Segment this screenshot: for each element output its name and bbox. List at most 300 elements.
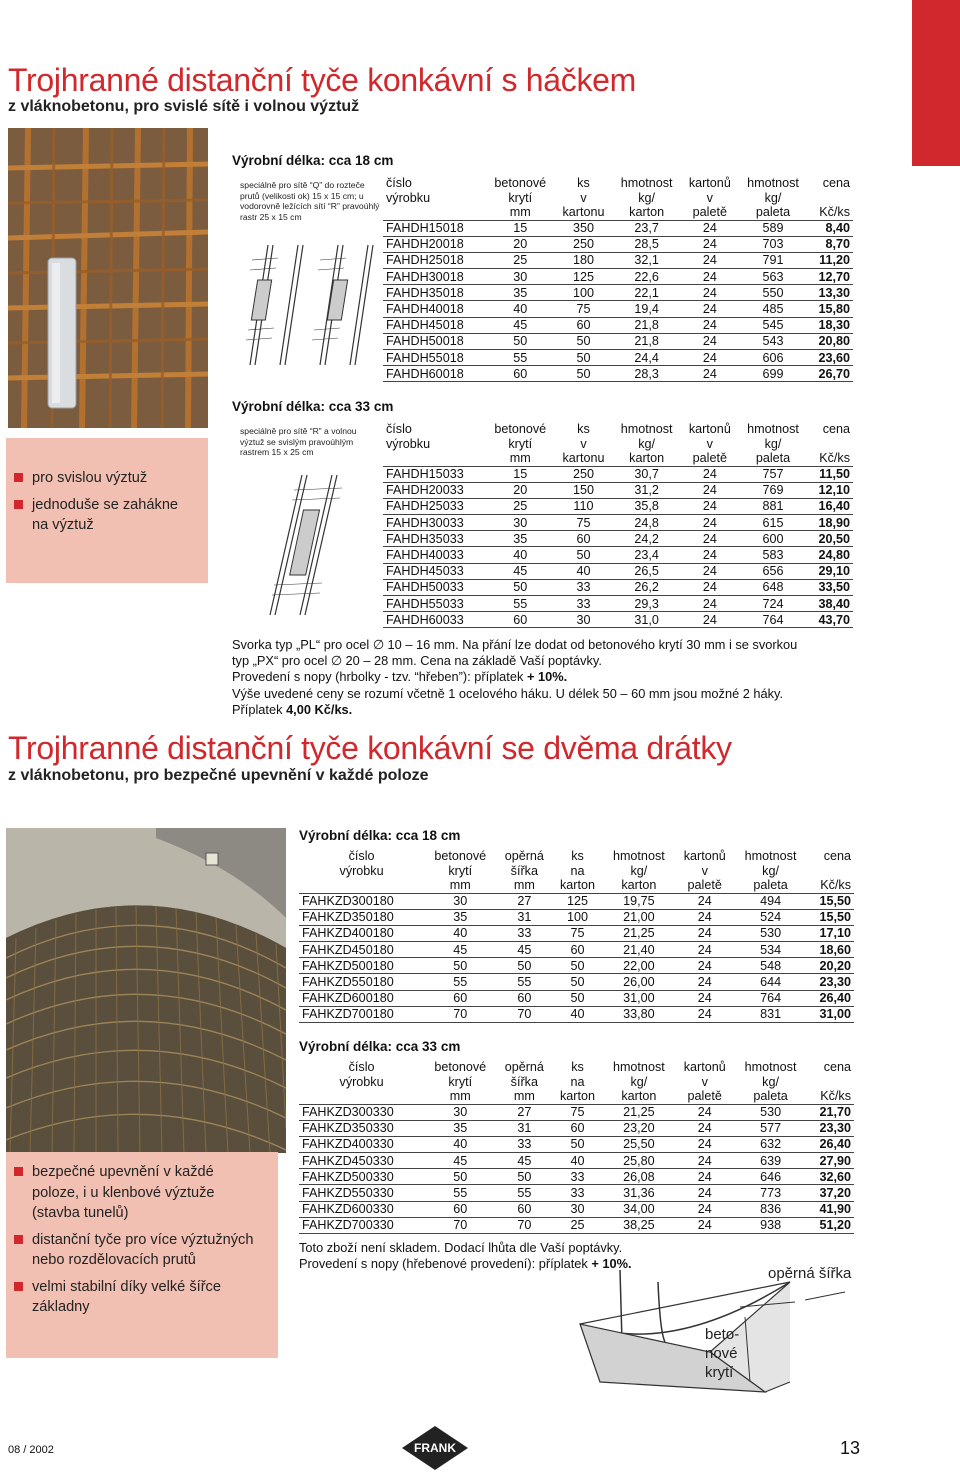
value-cell: 26,5 (612, 563, 681, 579)
value-cell: 31,00 (603, 990, 675, 1006)
label-cover-1: beto- (705, 1326, 740, 1343)
value-cell: 350 (555, 220, 612, 236)
value-cell: 644 (734, 974, 806, 990)
price-cell: 21,70 (807, 1104, 854, 1120)
value-cell: 33,80 (603, 1006, 675, 1022)
value-cell: 648 (738, 579, 807, 595)
product-code-cell: FAHDH35033 (383, 531, 486, 547)
product-code-cell: FAHDH45033 (383, 563, 486, 579)
value-cell: 583 (738, 547, 807, 563)
value-cell: 75 (555, 515, 612, 531)
value-cell: 15 (486, 466, 555, 482)
value-cell: 577 (734, 1120, 806, 1136)
product-code-cell: FAHKZD500180 (299, 958, 424, 974)
logo-text: FRANK (414, 1441, 456, 1455)
price-cell: 12,70 (808, 269, 853, 285)
value-cell: 20 (486, 482, 555, 498)
value-cell: 757 (738, 466, 807, 482)
s1-note-line5: Příplatek 4,00 Kč/ks. (232, 702, 353, 717)
value-cell: 21,25 (603, 925, 675, 941)
value-cell: 30 (424, 1104, 496, 1120)
col-header-pcs: ks v kartonu (562, 422, 605, 465)
value-cell: 836 (734, 1201, 806, 1217)
price-cell: 15,80 (808, 301, 853, 317)
col-header-weight-pallet: hmotnost kg/ paleta (744, 1060, 797, 1103)
table-row (299, 1153, 854, 1169)
value-cell: 38,25 (603, 1217, 675, 1233)
product-code-cell: FAHDH15018 (383, 220, 486, 236)
value-cell: 24 (675, 942, 735, 958)
product-code-cell: FAHDH25018 (383, 252, 486, 268)
value-cell: 50 (552, 990, 602, 1006)
table-row (383, 317, 853, 333)
col-header-boxes: kartonů v paletě (688, 176, 731, 219)
col-header-code: číslo výrobku (386, 176, 431, 205)
price-cell: 15,50 (807, 909, 854, 925)
value-cell: 24 (681, 236, 738, 252)
price-cell: 18,90 (808, 515, 853, 531)
col-header-weight-pallet: hmotnost kg/ paleta (747, 176, 799, 219)
product-code-cell: FAHDH20018 (383, 236, 486, 252)
value-cell: 20 (486, 236, 555, 252)
table-row (299, 990, 854, 1006)
value-cell: 60 (552, 942, 602, 958)
table-header-row (383, 176, 853, 220)
value-cell: 30 (555, 612, 612, 628)
col-header-cover: betonové krytí mm (434, 849, 487, 892)
value-cell: 30 (424, 893, 496, 909)
product-code-cell: FAHKZD400330 (299, 1136, 424, 1152)
table-row (299, 909, 854, 925)
price-cell: 20,80 (808, 333, 853, 349)
value-cell: 646 (734, 1169, 806, 1185)
value-cell: 25,80 (603, 1153, 675, 1169)
value-cell: 22,6 (612, 269, 681, 285)
price-cell: 17,10 (807, 925, 854, 941)
value-cell: 639 (734, 1153, 806, 1169)
s2-table33-label: Výrobní délka: cca 33 cm (299, 1039, 461, 1054)
value-cell: 548 (734, 958, 806, 974)
table-header-row (383, 422, 853, 466)
product-code-cell: FAHKZD350330 (299, 1120, 424, 1136)
value-cell: 45 (424, 942, 496, 958)
value-cell: 24 (675, 958, 735, 974)
value-cell: 60 (486, 612, 555, 628)
bullet-square-icon (14, 1167, 23, 1176)
price-cell: 43,70 (808, 612, 853, 628)
value-cell: 550 (738, 285, 807, 301)
value-cell: 40 (552, 1153, 602, 1169)
s1-table33-note: speciálně pro sítě “R” a volnou výztuž se svislým pravoúhlým rastrem 15 x 25 cm (240, 426, 357, 457)
value-cell: 19,75 (603, 893, 675, 909)
value-cell: 125 (555, 269, 612, 285)
feature-item: jednoduše se zahákne na výztuž (6, 495, 186, 536)
value-cell: 31,0 (612, 612, 681, 628)
frank-logo (400, 1424, 470, 1472)
value-cell: 23,20 (603, 1120, 675, 1136)
product-code-cell: FAHDH25033 (383, 498, 486, 514)
product-code-cell: FAHDH55018 (383, 350, 486, 366)
price-cell: 20,20 (807, 958, 854, 974)
feature-item: pro svislou výztuž (6, 468, 208, 489)
bullet-square-icon (14, 500, 23, 509)
price-cell: 15,50 (807, 893, 854, 909)
value-cell: 24 (681, 482, 738, 498)
table-header-row (299, 849, 854, 893)
value-cell: 40 (424, 1136, 496, 1152)
value-cell: 24 (675, 1185, 735, 1201)
value-cell: 35,8 (612, 498, 681, 514)
product-code-cell: FAHDH20033 (383, 482, 486, 498)
value-cell: 60 (496, 990, 552, 1006)
bullet-square-icon (14, 1282, 23, 1291)
value-cell: 24 (675, 974, 735, 990)
value-cell: 50 (552, 1136, 602, 1152)
value-cell: 24,8 (612, 515, 681, 531)
table-row (299, 1120, 854, 1136)
value-cell: 100 (555, 285, 612, 301)
value-cell: 24 (681, 317, 738, 333)
value-cell: 25 (486, 252, 555, 268)
table-row (299, 1185, 854, 1201)
value-cell: 30 (486, 269, 555, 285)
col-header-weight-box: hmotnost kg/ karton (620, 422, 673, 465)
label-cover-3: krytí (705, 1364, 734, 1381)
value-cell: 45 (496, 942, 552, 958)
col-header-weight-pallet: hmotnost kg/ paleta (747, 422, 799, 465)
product-code-cell: FAHKZD450180 (299, 942, 424, 958)
value-cell: 250 (555, 236, 612, 252)
value-cell: 534 (734, 942, 806, 958)
price-cell: 37,20 (807, 1185, 854, 1201)
price-cell: 16,40 (808, 498, 853, 514)
value-cell: 831 (734, 1006, 806, 1022)
s1-note-line1: Svorka typ „PL“ pro ocel ∅ 10 – 16 mm. Na přání lze dodat od betonového krytí 30 mm i se svorkou (232, 637, 798, 652)
value-cell: 764 (738, 612, 807, 628)
value-cell: 34,00 (603, 1201, 675, 1217)
value-cell: 27 (496, 1104, 552, 1120)
value-cell: 31,36 (603, 1185, 675, 1201)
value-cell: 24 (675, 925, 735, 941)
price-cell: 8,70 (808, 236, 853, 252)
price-cell: 11,50 (808, 466, 853, 482)
value-cell: 656 (738, 563, 807, 579)
product-code-cell: FAHKZD600330 (299, 1201, 424, 1217)
value-cell: 543 (738, 333, 807, 349)
value-cell: 24 (675, 1136, 735, 1152)
price-cell: 18,60 (807, 942, 854, 958)
table-row (299, 1217, 854, 1233)
col-header-width: opěrná šířka mm (504, 849, 544, 892)
product-code-cell: FAHKZD700330 (299, 1217, 424, 1233)
value-cell: 55 (496, 974, 552, 990)
value-cell: 28,5 (612, 236, 681, 252)
value-cell: 24 (681, 515, 738, 531)
price-cell: 12,10 (808, 482, 853, 498)
section1-subtitle: z vláknobetonu, pro svislé sítě i volnou výztuž (8, 98, 360, 115)
value-cell: 35 (424, 909, 496, 925)
price-cell: 24,80 (808, 547, 853, 563)
value-cell: 45 (486, 563, 555, 579)
value-cell: 40 (552, 1006, 602, 1022)
value-cell: 703 (738, 236, 807, 252)
page-number: 13 (840, 1438, 861, 1458)
value-cell: 50 (486, 333, 555, 349)
value-cell: 60 (555, 317, 612, 333)
value-cell: 25,50 (603, 1136, 675, 1152)
table-row (383, 333, 853, 349)
col-header-price: cena Kč/ks (820, 1060, 851, 1103)
table-row (383, 579, 853, 595)
product-code-cell: FAHDH60018 (383, 366, 486, 382)
col-header-cover: betonové krytí mm (494, 176, 547, 219)
value-cell: 600 (738, 531, 807, 547)
price-cell: 31,00 (807, 1006, 854, 1022)
price-cell: 26,70 (808, 366, 853, 382)
value-cell: 21,8 (612, 317, 681, 333)
s1-table18 (383, 176, 853, 382)
col-header-boxes: kartonů v paletě (683, 1060, 726, 1103)
value-cell: 615 (738, 515, 807, 531)
value-cell: 24 (675, 1153, 735, 1169)
value-cell: 25 (486, 498, 555, 514)
col-header-pcs: ks v kartonu (562, 176, 605, 219)
bullet-square-icon (14, 1235, 23, 1244)
value-cell: 50 (424, 958, 496, 974)
table-row (383, 350, 853, 366)
s1-note-line3: Provedení s nopy (hrbolky - tzv. “hřeben”): příplatek + 10%. (232, 669, 568, 684)
value-cell: 60 (424, 1201, 496, 1217)
value-cell: 22,00 (603, 958, 675, 974)
value-cell: 60 (552, 1120, 602, 1136)
value-cell: 24 (675, 990, 735, 1006)
value-cell: 24 (675, 1120, 735, 1136)
price-cell: 13,30 (808, 285, 853, 301)
value-cell: 485 (738, 301, 807, 317)
table-row (299, 1201, 854, 1217)
col-header-price: cena Kč/ks (820, 849, 851, 892)
product-code-cell: FAHDH35018 (383, 285, 486, 301)
section2-title: Trojhranné distanční tyče konkávní se dvěma drátky (8, 730, 732, 766)
value-cell: 30 (552, 1201, 602, 1217)
price-cell: 26,40 (807, 1136, 854, 1152)
price-cell: 29,10 (808, 563, 853, 579)
product-code-cell: FAHDH55033 (383, 596, 486, 612)
product-code-cell: FAHKZD350180 (299, 909, 424, 925)
value-cell: 24 (681, 220, 738, 236)
value-cell: 606 (738, 350, 807, 366)
value-cell: 35 (486, 285, 555, 301)
label-support-width: opěrná šířka (768, 1265, 852, 1282)
value-cell: 50 (552, 958, 602, 974)
value-cell: 24 (675, 893, 735, 909)
product-code-cell: FAHKZD550330 (299, 1185, 424, 1201)
table-row (383, 301, 853, 317)
price-cell: 23,30 (807, 974, 854, 990)
value-cell: 180 (555, 252, 612, 268)
value-cell: 50 (555, 333, 612, 349)
value-cell: 545 (738, 317, 807, 333)
value-cell: 494 (734, 893, 806, 909)
value-cell: 30,7 (612, 466, 681, 482)
feature-item: bezpečné upevnění v každé poloze, i u klenbové výztuže (stavba tunelů) (6, 1162, 254, 1224)
value-cell: 40 (486, 301, 555, 317)
value-cell: 40 (424, 925, 496, 941)
value-cell: 50 (424, 1169, 496, 1185)
price-cell: 23,60 (808, 350, 853, 366)
table-row (299, 925, 854, 941)
price-cell: 32,60 (807, 1169, 854, 1185)
value-cell: 33 (552, 1169, 602, 1185)
value-cell: 24 (675, 1201, 735, 1217)
section2-subtitle: z vláknobetonu, pro bezpečné upevnění v každé poloze (8, 767, 429, 784)
value-cell: 22,1 (612, 285, 681, 301)
value-cell: 791 (738, 252, 807, 268)
value-cell: 31,2 (612, 482, 681, 498)
value-cell: 29,3 (612, 596, 681, 612)
table-row (383, 466, 853, 482)
value-cell: 60 (496, 1201, 552, 1217)
value-cell: 881 (738, 498, 807, 514)
value-cell: 45 (496, 1153, 552, 1169)
value-cell: 21,40 (603, 942, 675, 958)
table-row (383, 596, 853, 612)
value-cell: 125 (552, 893, 602, 909)
value-cell: 24 (681, 563, 738, 579)
s1-table33-label: Výrobní délka: cca 33 cm (232, 399, 394, 414)
price-cell: 33,50 (808, 579, 853, 595)
table-row (299, 893, 854, 909)
value-cell: 70 (424, 1217, 496, 1233)
price-cell: 11,20 (808, 252, 853, 268)
table-row (383, 366, 853, 382)
value-cell: 589 (738, 220, 807, 236)
value-cell: 24 (681, 333, 738, 349)
col-header-width: opěrná šířka mm (504, 1060, 544, 1103)
value-cell: 50 (552, 974, 602, 990)
col-header-price: cena Kč/ks (819, 176, 850, 219)
product-code-cell: FAHKZD600180 (299, 990, 424, 1006)
table-row (299, 1104, 854, 1120)
table-row (299, 958, 854, 974)
product-code-cell: FAHKZD550180 (299, 974, 424, 990)
table-header-row (299, 1060, 854, 1104)
product-code-cell: FAHDH30018 (383, 269, 486, 285)
value-cell: 24,2 (612, 531, 681, 547)
s1-table18-note: speciálně pro sítě “Q” do rozteče prutů (velikosti ok) 15 x 15 cm; u vodorovně ležících sítí “R” pravoúhlý rastr 25 x 15 cm (240, 180, 380, 222)
value-cell: 60 (486, 366, 555, 382)
value-cell: 33 (496, 925, 552, 941)
product-code-cell: FAHKZD450330 (299, 1153, 424, 1169)
value-cell: 70 (496, 1217, 552, 1233)
value-cell: 75 (552, 1104, 602, 1120)
value-cell: 24,4 (612, 350, 681, 366)
value-cell: 31 (496, 909, 552, 925)
value-cell: 24 (675, 1169, 735, 1185)
product-code-cell: FAHKZD300330 (299, 1104, 424, 1120)
value-cell: 24 (675, 1217, 735, 1233)
table-row (383, 269, 853, 285)
value-cell: 530 (734, 925, 806, 941)
value-cell: 24 (681, 596, 738, 612)
value-cell: 524 (734, 909, 806, 925)
s2-table18 (299, 849, 854, 1023)
value-cell: 110 (555, 498, 612, 514)
section1-title: Trojhranné distanční tyče konkávní s háčkem (8, 62, 637, 98)
value-cell: 21,8 (612, 333, 681, 349)
table-row (383, 482, 853, 498)
label-cover-2: nové (705, 1345, 738, 1362)
value-cell: 24 (681, 301, 738, 317)
value-cell: 35 (424, 1120, 496, 1136)
value-cell: 70 (496, 1006, 552, 1022)
table-row (299, 942, 854, 958)
price-cell: 20,50 (808, 531, 853, 547)
product-code-cell: FAHDH45018 (383, 317, 486, 333)
value-cell: 75 (555, 301, 612, 317)
col-header-code: číslo výrobku (339, 849, 384, 878)
value-cell: 773 (734, 1185, 806, 1201)
col-header-price: cena Kč/ks (819, 422, 850, 465)
value-cell: 31 (496, 1120, 552, 1136)
value-cell: 24 (681, 498, 738, 514)
table-row (383, 612, 853, 628)
value-cell: 19,4 (612, 301, 681, 317)
value-cell: 26,00 (603, 974, 675, 990)
col-header-boxes: kartonů v paletě (683, 849, 726, 892)
value-cell: 55 (424, 974, 496, 990)
table-row (383, 547, 853, 563)
product-code-cell: FAHDH50018 (383, 333, 486, 349)
price-cell: 41,90 (807, 1201, 854, 1217)
price-cell: 51,20 (807, 1217, 854, 1233)
s2-feature-box (6, 1152, 278, 1358)
hook-spacer-diagram-18 (240, 240, 375, 370)
col-header-code: číslo výrobku (386, 422, 431, 451)
value-cell: 32,1 (612, 252, 681, 268)
value-cell: 15 (486, 220, 555, 236)
value-cell: 24 (681, 269, 738, 285)
value-cell: 24 (675, 1006, 735, 1022)
table-row (383, 531, 853, 547)
table-row (383, 515, 853, 531)
s2-table33 (299, 1060, 854, 1234)
value-cell: 60 (555, 531, 612, 547)
product-code-cell: FAHDH50033 (383, 579, 486, 595)
value-cell: 24 (681, 466, 738, 482)
col-header-weight-box: hmotnost kg/ karton (620, 176, 673, 219)
product-code-cell: FAHDH60033 (383, 612, 486, 628)
value-cell: 26,2 (612, 579, 681, 595)
col-header-boxes: kartonů v paletě (688, 422, 731, 465)
s2-table18-label: Výrobní délka: cca 18 cm (299, 828, 461, 843)
product-code-cell: FAHKZD700180 (299, 1006, 424, 1022)
table-row (383, 498, 853, 514)
value-cell: 28,3 (612, 366, 681, 382)
value-cell: 60 (424, 990, 496, 1006)
value-cell: 23,4 (612, 547, 681, 563)
s1-table18-label: Výrobní délka: cca 18 cm (232, 153, 394, 168)
value-cell: 50 (486, 579, 555, 595)
value-cell: 50 (555, 366, 612, 382)
value-cell: 26,08 (603, 1169, 675, 1185)
value-cell: 50 (555, 547, 612, 563)
value-cell: 70 (424, 1006, 496, 1022)
table-row (299, 1169, 854, 1185)
value-cell: 764 (734, 990, 806, 1006)
value-cell: 24 (681, 366, 738, 382)
table-row (299, 1006, 854, 1022)
